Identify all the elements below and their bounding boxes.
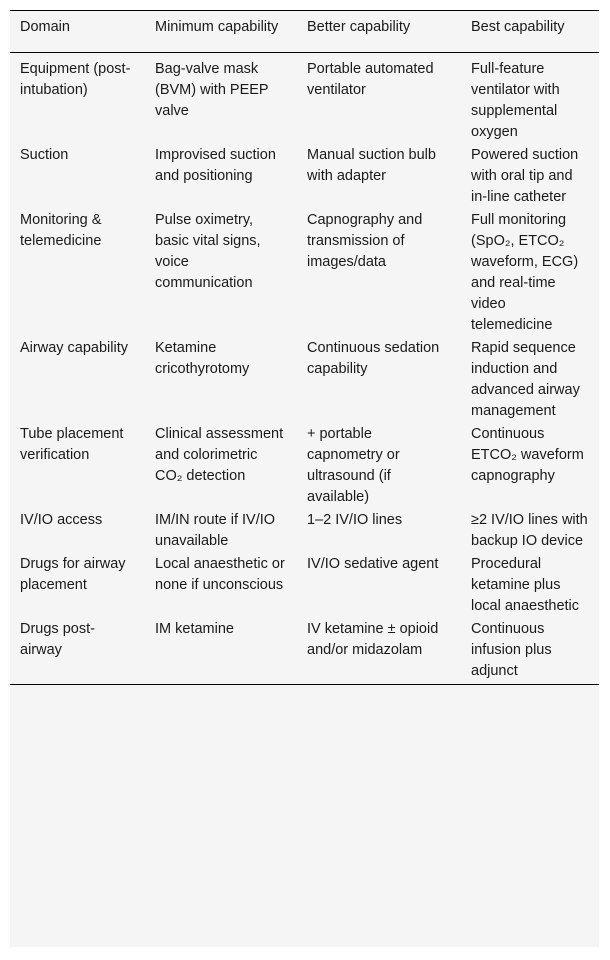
cell-minimum: Improvised suction and positioning	[155, 147, 276, 184]
table-row	[10, 53, 599, 144]
table-row	[10, 508, 599, 552]
table-row	[10, 552, 599, 617]
cell-better: 1–2 IV/IO lines	[307, 512, 403, 528]
cell-best: Continuous infusion plus adjunct	[471, 621, 552, 679]
cell-best: Powered suction with oral tip and in-line catheter	[471, 147, 579, 205]
cell-minimum: IM/IN route if IV/IO unavailable	[155, 512, 276, 549]
table-row	[10, 143, 599, 208]
cell-best: Full-feature ventilator with supplemental oxygen	[471, 61, 560, 140]
cell-best: Continuous ETCO₂ waveform capnography	[471, 426, 584, 484]
cell-better: IV ketamine ± opioid and/or midazolam	[307, 621, 439, 658]
header-better-capability: Better capability	[307, 19, 411, 35]
capability-table	[10, 10, 599, 685]
table-row	[10, 336, 599, 422]
cell-best: Rapid sequence induction and advanced airway management	[471, 340, 580, 419]
cell-minimum: Clinical assessment and colorimetric CO₂ detection	[155, 426, 284, 484]
cell-domain: Suction	[20, 147, 69, 163]
cell-best: Full monitoring (SpO₂, ETCO₂ waveform, ECG) and real-time video telemedicine	[471, 212, 579, 333]
cell-minimum: Local anaesthetic or none if unconscious	[155, 556, 285, 593]
cell-minimum: Ketamine cricothyrotomy	[155, 340, 250, 377]
cell-minimum: Pulse oximetry, basic vital signs, voice communication	[155, 212, 261, 291]
cell-better: + portable capnometry or ultrasound (if available)	[307, 426, 400, 505]
header-best-capability: Best capability	[471, 19, 565, 35]
cell-domain: Monitoring & telemedicine	[20, 212, 102, 249]
cell-best: ≥2 IV/IO lines with backup IO device	[471, 512, 588, 549]
cell-domain: Airway capability	[20, 340, 128, 356]
table-row	[10, 617, 599, 685]
cell-better: Capnography and transmission of images/data	[307, 212, 423, 270]
cell-minimum: IM ketamine	[155, 621, 234, 637]
cell-minimum: Bag-valve mask (BVM) with PEEP valve	[155, 61, 269, 119]
cell-better: Portable automated ventilator	[307, 61, 434, 98]
table-row	[10, 422, 599, 508]
header-minimum-capability: Minimum capability	[155, 19, 279, 35]
cell-domain: Drugs post-airway	[20, 621, 95, 658]
cell-best: Procedural ketamine plus local anaesthetic	[471, 556, 580, 614]
cell-domain: Drugs for airway placement	[20, 556, 126, 593]
table-header-row	[10, 11, 599, 53]
cell-domain: Tube placement verification	[20, 426, 124, 463]
cell-domain: Equipment (post-intubation)	[20, 61, 131, 98]
cell-domain: IV/IO access	[20, 512, 103, 528]
cell-better: IV/IO sedative agent	[307, 556, 439, 572]
header-domain: Domain	[20, 19, 70, 35]
cell-better: Manual suction bulb with adapter	[307, 147, 436, 184]
table-row	[10, 208, 599, 336]
cell-better: Continuous sedation capability	[307, 340, 440, 377]
